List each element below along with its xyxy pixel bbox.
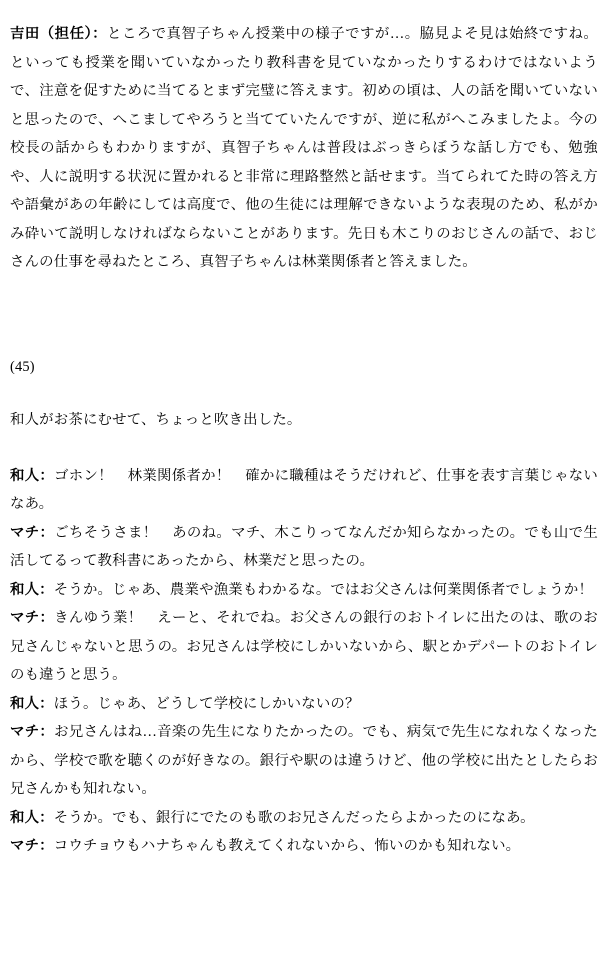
teacher-speech-text: ところで真智子ちゃん授業中の様子ですが…。脇見よそ見は始終ですね。といっても授業を聞いていなかったり教科書を見ていなかったりするわけではないようで、注意を促すために当てるとまず完璧に答えます。初めの頃は、人の話を聞いていないと思ったので、へこましてやろうと当てていたんですが、逆に私がへこみましたよ。今の校長の話からもわかりますが、真智子ちゃんは普段はぶっきらぼうな話し方でも、勉強や、人に説明する状況に置かれると非常に理路整然と話せます。当てられてた時の答え方や語彙があの年齢にしては高度で、他の生徒には理解できないような表現のため、私がかみ砕いて説明しなければならないことがあります。先日も木こりのおじさんの話で、おじさんの仕事を尋ねたところ、真智子ちゃんは林業関係者と答えました。 <box>10 26 598 270</box>
dialogue-text: お兄さんはね…音楽の先生になりたかったの。でも、病気で先生になれなくなったから、学校で歌を聴くのが好きなの。銀行や駅のは違うけど、他の学校に出たとしたらお兄さんかも知れない。 <box>10 724 598 797</box>
dialogue-line <box>10 690 598 719</box>
dialogue-line <box>10 462 598 519</box>
narration-line: 和人がお茶にむせて、ちょっと吹き出した。 <box>10 412 302 428</box>
dialogue-speaker-name: 和人： <box>10 809 54 826</box>
dialogue-text: コウチョウもハナちゃんも教えてくれないから、怖いのかも知れない。 <box>53 838 521 854</box>
dialogue-text: ほう。じゃあ、どうして学校にしかいないの？ <box>53 695 360 712</box>
teacher-speech-paragraph <box>10 20 598 277</box>
dialogue-speaker-name: 和人： <box>10 467 55 484</box>
dialogue-line <box>10 576 598 605</box>
dialogue-line <box>10 604 598 690</box>
dialogue-text: ゴホン！ 林業関係者か！ 確かに職種はそうだけれど、仕事を表す言葉じゃないなあ。 <box>10 467 598 512</box>
teacher-speaker-name: 吉田（担任）： <box>10 26 108 42</box>
dialogue-text: そうか。でも、銀行にでたのも歌のお兄さんだったらよかったのになあ。 <box>53 809 535 826</box>
dialogue-line <box>10 718 598 804</box>
dialogue-speaker-name: マチ： <box>10 724 55 740</box>
dialogue-speaker-name: マチ： <box>10 838 54 854</box>
dialogue-speaker-name: マチ： <box>10 610 55 626</box>
dialogue-line <box>10 804 598 833</box>
dialogue-speaker-name: 和人： <box>10 581 54 598</box>
dialogue-speaker-name: マチ： <box>10 524 55 541</box>
dialogue-line <box>10 832 598 861</box>
dialogue-speaker-name: 和人： <box>10 695 54 712</box>
dialogue-text: ごちそうさま！ あのね。マチ、木こりってなんだか知らなかったの。でも山で生活してるって教科書にあったから、林業だと思ったの。 <box>10 524 598 569</box>
dialogue-line <box>10 519 598 576</box>
dialogue-block <box>10 462 598 861</box>
dialogue-text: きんゆう業！ えーと、それでね。お父さんの銀行のおトイレに出たのは、歌のお兄さんじゃないと思うの。お兄さんは学校にしかいないから、駅とかデパートのおトイレのも違うと思う。 <box>10 610 598 683</box>
page-number: (45) <box>10 358 35 375</box>
dialogue-text: そうか。じゃあ、農業や漁業もわかるな。ではお父さんは何業関係者でしょうか！ <box>53 581 594 598</box>
